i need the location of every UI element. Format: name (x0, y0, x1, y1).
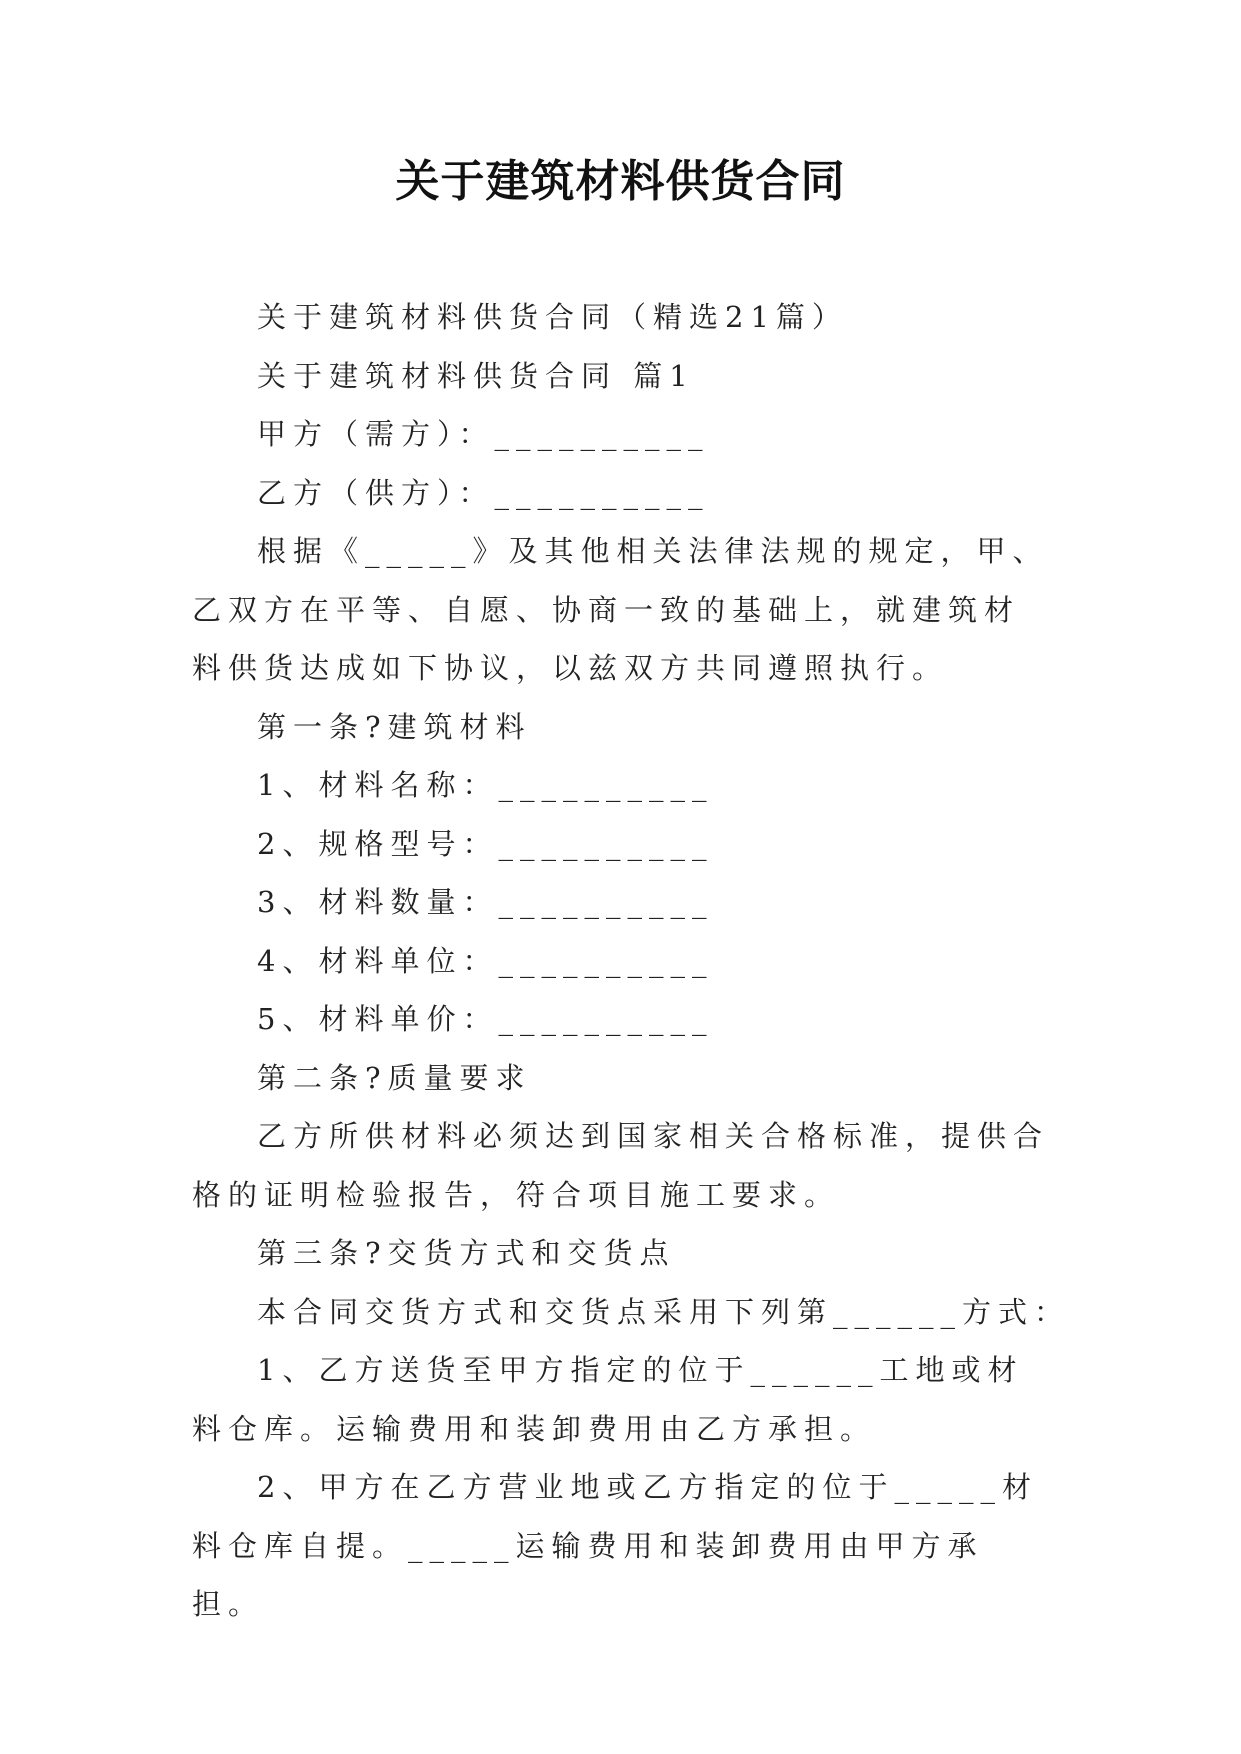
material-name-line: 1、材料名称：__________ (257, 768, 714, 802)
section-heading: 关于建筑材料供货合同 篇1 (257, 358, 695, 393)
party-b-line: 乙方（供方）：__________ (257, 475, 710, 510)
document-body (192, 288, 1071, 1634)
material-unit-line: 4、材料单位：__________ (257, 943, 714, 978)
subtitle-paragraph: 关于建筑材料供货合同（精选21篇） (257, 300, 848, 334)
article-3-heading: 第三条?交货方式和交货点 (257, 1236, 676, 1270)
material-spec-line: 2、规格型号：__________ (257, 826, 714, 861)
material-price-line: 5、材料单价：__________ (257, 1002, 714, 1036)
delivery-option-1: 1、乙方送货至甲方指定的位于______工地或材料仓库。运输费用和装卸费用由乙方承担。 (192, 1353, 1024, 1446)
preamble-paragraph: 根据《_____》及其他相关法律法规的规定，甲、乙双方在平等、自愿、协商一致的基础上，就建筑材料供货达成如下协议，以兹双方共同遵照执行。 (192, 534, 1049, 685)
delivery-method-line: 本合同交货方式和交货点采用下列第______方式： (257, 1294, 1071, 1329)
article-1-heading: 第一条?建筑材料 (257, 709, 532, 744)
quality-paragraph: 乙方所供材料必须达到国家相关合格标准，提供合格的证明检验报告，符合项目施工要求。 (192, 1119, 1050, 1212)
document-title: 关于建筑材料供货合同 (395, 156, 846, 207)
party-a-line: 甲方（需方）：__________ (257, 417, 710, 451)
delivery-option-2: 2、甲方在乙方营业地或乙方指定的位于_____材料仓库自提。_____运输费用和装卸费用由甲方承担。 (192, 1470, 1038, 1621)
material-quantity-line: 3、材料数量：__________ (257, 885, 714, 919)
article-2-heading: 第二条?质量要求 (257, 1060, 532, 1095)
